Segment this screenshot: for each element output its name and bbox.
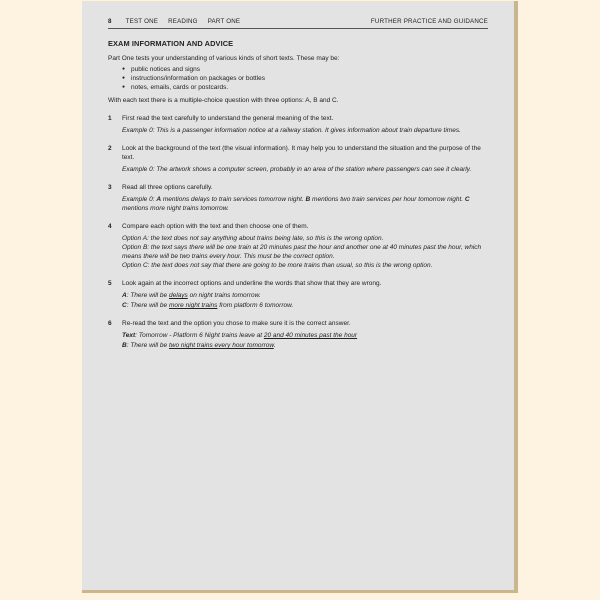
step-text: Re-read the text and the option you chose to make sure it is the correct answer.	[122, 320, 351, 327]
step-number: 3	[108, 184, 112, 191]
step-number: 6	[108, 320, 112, 327]
header-test: TEST ONE	[125, 18, 159, 25]
step-number: 1	[108, 115, 112, 122]
header-right: FURTHER PRACTICE AND GUIDANCE	[370, 18, 488, 25]
wrong-option-c: C: There will be more night trains from platform 6 tomorrow.	[122, 302, 294, 309]
page-number: 8	[108, 18, 112, 25]
step-1	[108, 114, 488, 135]
wrong-option-a: A: There will be delays on night trains tomorrow.	[122, 292, 261, 299]
step-text: Look again at the incorrect options and underline the words that show that they are wrong.	[122, 280, 382, 287]
step-number: 5	[108, 280, 112, 287]
section-title: EXAM INFORMATION AND ADVICE	[108, 39, 234, 48]
lead-text: With each text there is a multiple-choice question with three options: A, B and C.	[108, 97, 339, 104]
step-number: 4	[108, 223, 112, 230]
underlined-words: delays	[168, 292, 188, 299]
step-text: Look at the background of the text (the visual information). It may help you to understand the situation and the purpose of the text.	[122, 145, 481, 161]
underlined-words: more night trains	[168, 302, 218, 309]
step-text: Compare each option with the text and then choose one of them.	[122, 223, 309, 230]
step-example: Example 0: The artwork shows a computer screen, probably in an area of the station where passengers can see it clearly.	[122, 166, 472, 173]
header-left	[108, 18, 250, 25]
document-page	[82, 1, 518, 593]
running-header	[108, 18, 488, 29]
list-item: ● instructions/information on packages or bottles	[122, 74, 488, 83]
list-item: ● public notices and signs	[122, 65, 488, 74]
header-section: READING	[168, 18, 198, 25]
option-c-label: Option C	[122, 262, 148, 269]
step-text: Read all three options carefully.	[122, 184, 213, 191]
step-example: Example 0: This is a passenger information notice at a railway station. It gives information about train departure times.	[122, 127, 461, 134]
step-2	[108, 144, 488, 174]
option-a-label: A	[156, 196, 162, 203]
intro-text: Part One tests your understanding of various kinds of short texts. These may be:	[108, 55, 340, 62]
correct-option-b: B: There will be two night trains every hour tomorrow.	[122, 342, 276, 349]
underlined-words: 20 and 40 minutes past the hour	[263, 332, 358, 339]
step-6	[108, 319, 488, 350]
step-4	[108, 222, 488, 270]
option-b-label: B	[305, 196, 311, 203]
step-3	[108, 183, 488, 213]
option-c-label: C	[464, 196, 470, 203]
step-example: Example 0: A mentions delays to train services tomorrow night. B mentions two train services per hour tomorrow night. C mentions more night trains tomorrow.	[122, 196, 470, 212]
underlined-words: two night trains every hour tomorrow	[168, 342, 274, 349]
notice-text-line: Text: Tomorrow - Platform 6 Night trains leave at 20 and 40 minutes past the hour	[122, 332, 358, 339]
step-5	[108, 279, 488, 310]
step-text: First read the text carefully to understand the general meaning of the text.	[122, 115, 334, 122]
option-a-label: Option A	[122, 235, 148, 242]
option-b-label: Option B	[122, 244, 148, 251]
text-types-list	[122, 65, 488, 92]
step-number: 2	[108, 145, 112, 152]
header-part: PART ONE	[207, 18, 241, 25]
option-analysis: Option A: the text does not say anything about trains being late, so this is the wrong option. Option B: the text says there will be one train at 20 minutes past the hour and another one at 40 minutes past the hour, which means there will be two trains every hour. This must be the correct option. Option C: the text does not say that there are going to be more trains than usual, so this is the wrong option.	[122, 235, 482, 269]
list-item: ● notes, emails, cards or postcards.	[122, 83, 488, 92]
